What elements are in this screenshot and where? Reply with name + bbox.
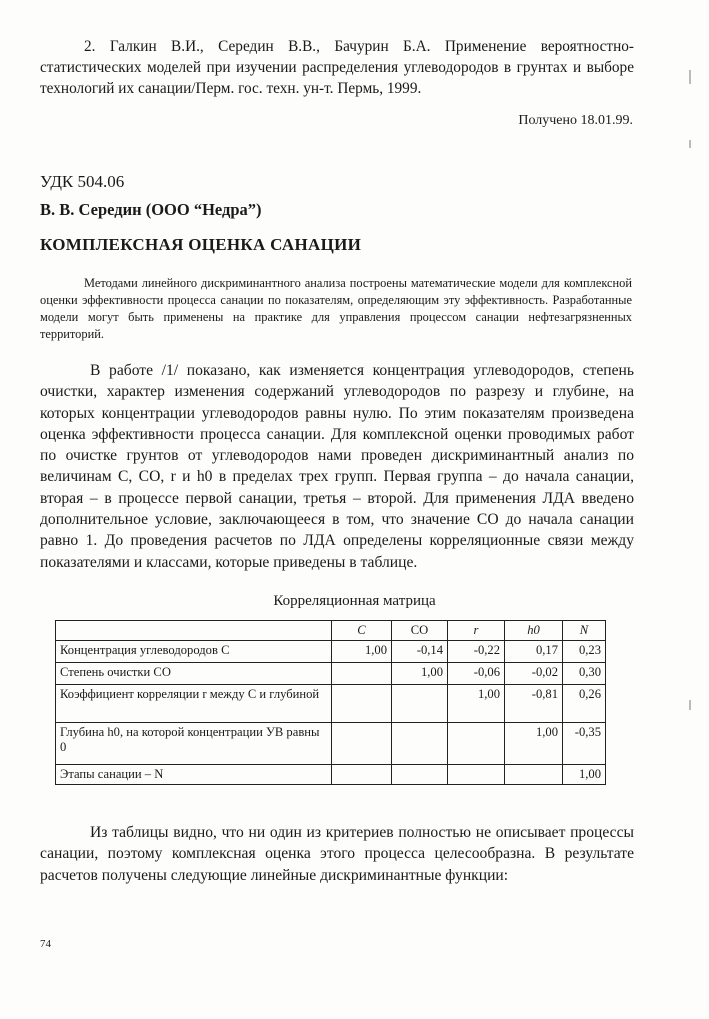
row-label: Коэффициент корреляции r между C и глубиной <box>56 685 332 723</box>
table-header-row <box>56 621 606 641</box>
table-cell: -0,22 <box>448 641 505 663</box>
table-cell: 0,23 <box>563 641 606 663</box>
table-cell <box>332 685 392 723</box>
table-cell <box>392 723 448 765</box>
row-label: Этапы санации – N <box>56 765 332 785</box>
row-label: Глубина h0, на которой концентрации УВ равны 0 <box>56 723 332 765</box>
page-number: 74 <box>40 938 51 950</box>
table-cell: 0,30 <box>563 663 606 685</box>
received-date: Получено 18.01.99. <box>518 113 633 128</box>
table-cell: 1,00 <box>448 685 505 723</box>
table-header-cell: C <box>332 621 392 641</box>
table-row <box>56 765 606 785</box>
scan-edge-mark <box>689 700 691 710</box>
table-header-cell: N <box>563 621 606 641</box>
table-header-cell <box>56 621 332 641</box>
table-cell <box>448 765 505 785</box>
table-row <box>56 723 606 765</box>
table-cell <box>448 723 505 765</box>
table-cell <box>392 765 448 785</box>
scan-edge-mark <box>689 140 691 148</box>
reference-entry: 2. Галкин В.И., Середин В.В., Бачурин Б.А. Применение вероятностно-статистических моделей при изучении распределения углеводородов в грунтах и выборе технологий их санации/Перм. гос. техн. ун-т. Пермь, 1999. <box>40 38 634 97</box>
table-cell: -0,02 <box>505 663 563 685</box>
body-paragraph-2: Из таблицы видно, что ни один из критериев полностью не описывает процессы санации, поэтому комплексная оценка этого процесса целесообразна. В результате расчетов получены следующие линейные дискриминантные функции: <box>40 824 634 884</box>
table-header-cell: CO <box>392 621 448 641</box>
article-title: КОМПЛЕКСНАЯ ОЦЕНКА САНАЦИИ <box>40 235 362 254</box>
table-row <box>56 641 606 663</box>
udk-code: УДК 504.06 <box>40 172 125 191</box>
table-cell: 1,00 <box>563 765 606 785</box>
table-caption: Корреляционная матрица <box>273 593 436 609</box>
row-label: Концентрация углеводородов C <box>56 641 332 663</box>
table-cell <box>332 723 392 765</box>
row-label: Степень очистки CO <box>56 663 332 685</box>
table-cell: 1,00 <box>332 641 392 663</box>
table-cell: -0,06 <box>448 663 505 685</box>
table-cell: -0,35 <box>563 723 606 765</box>
table-cell: 0,26 <box>563 685 606 723</box>
table-cell <box>505 765 563 785</box>
table-header-cell: r <box>448 621 505 641</box>
table-cell <box>332 765 392 785</box>
correlation-table <box>55 620 606 785</box>
table-header-cell: h0 <box>505 621 563 641</box>
author-line: В. В. Середин (ООО “Недра”) <box>40 200 262 219</box>
table-cell <box>392 685 448 723</box>
abstract: Методами линейного дискриминантного анализа построены математические модели для комплексной оценки эффективности процесса санации по показателям, определяющим эту эффективность. Разработанные модели могут быть применены на практике для управления процессом санации нефтезагрязненных территорий. <box>40 276 632 341</box>
table-cell: 1,00 <box>392 663 448 685</box>
table-row <box>56 663 606 685</box>
table-cell: 1,00 <box>505 723 563 765</box>
body-paragraph-1: В работе /1/ показано, как изменяется концентрация углеводородов, степень очистки, характер изменения содержаний углеводородов по разрезу и глубине, на которых концентрации углеводородов равны нулю. По этим показателям произведена оценка эффективности процесса санации. Для комплексной оценки проводимых работ по очистке грунтов от углеводородов нами проведен дискриминантный анализ по величинам C, CO, r и h0 в пределах трех групп. Первая группа – до начала санации, вторая – в процессе первой санации, третья – второй. Для применения ЛДА введено дополнительное условие, заключающееся в том, что значение CO до начала санации равно 1. До проведения расчетов по ЛДА определены корреляционные связи между показателями и классами, которые приведены в таблице. <box>40 362 634 571</box>
table-cell <box>332 663 392 685</box>
table-cell: -0,81 <box>505 685 563 723</box>
scan-edge-mark <box>689 70 691 84</box>
table-cell: 0,17 <box>505 641 563 663</box>
table-cell: -0,14 <box>392 641 448 663</box>
table-row <box>56 685 606 723</box>
